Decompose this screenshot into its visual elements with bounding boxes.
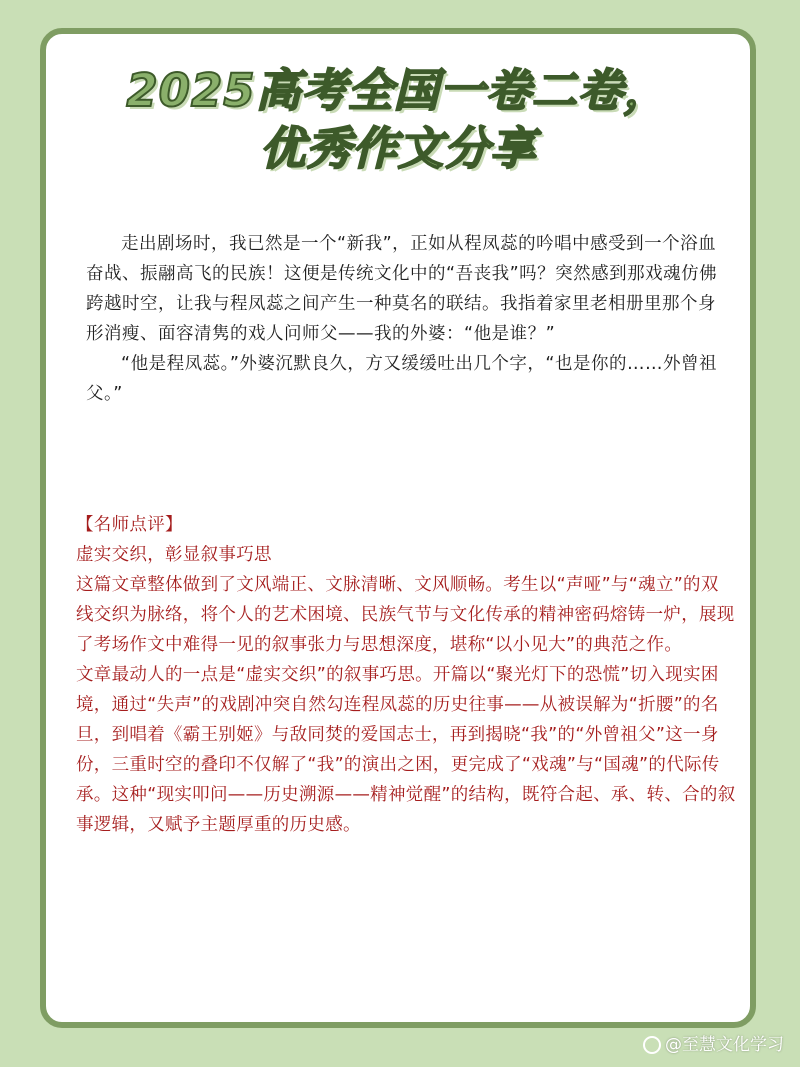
- review-paragraph: 文章最动人的一点是“虚实交织”的叙事巧思。开篇以“聚光灯下的恐慌”切入现实困境，通过“失声”的戏剧冲突自然勾连程凤蕊的历史往事——从被误解为“折腰”的名旦，到唱着《霸王别姬》与敌同焚的爱国志士，再到揭晓“我”的“外曾祖父”这一身份，三重时空的叠印不仅解了“我”的演出之困，更完成了“戏魂”与“国魂”的代际传承。这种“现实叩问——历史溯源——精神觉醒”的结构，既符合起、承、转、合的叙事逻辑，又赋予主题厚重的历史感。: [76, 665, 736, 835]
- essay-paragraph: 走出剧场时，我已然是一个“新我”，正如从程凤蕊的吟唱中感受到一个浴血奋战、振翮高飞的民族！这便是传统文化中的“吾丧我”吗？突然感到那戏魂仿佛跨越时空，让我与程凤蕊之间产生一种莫名的联结。我指着家里老相册里那个身形消瘦、面容清隽的戏人问师父——我的外婆：“他是谁？”: [86, 234, 718, 344]
- teacher-review: [76, 510, 736, 840]
- watermark: [643, 1030, 784, 1055]
- review-subheading: 虚实交织，彰显叙事巧思: [76, 545, 272, 565]
- page-title-line-1: 2025高考全国一卷二卷，: [126, 64, 670, 117]
- watermark-text: @至慧文化学习: [665, 1035, 784, 1055]
- watermark-logo-icon: [643, 1036, 661, 1054]
- content-card: [40, 28, 756, 1028]
- review-paragraph: 这篇文章整体做到了文风端正、文脉清晰、文风顺畅。考生以“声哑”与“魂立”的双线交织为脉络，将个人的艺术困境、民族气节与文化传承的精神密码熔铸一炉，展现了考场作文中难得一见的叙事张力与思想深度，堪称“以小见大”的典范之作。: [76, 575, 735, 655]
- review-heading: 【名师点评】: [76, 515, 183, 535]
- essay-excerpt: [86, 229, 726, 409]
- page-title-line-2: 优秀作文分享: [259, 122, 536, 175]
- essay-paragraph: “他是程凤蕊。”外婆沉默良久，方又缓缓吐出几个字，“也是你的……外曾祖父。”: [86, 354, 717, 404]
